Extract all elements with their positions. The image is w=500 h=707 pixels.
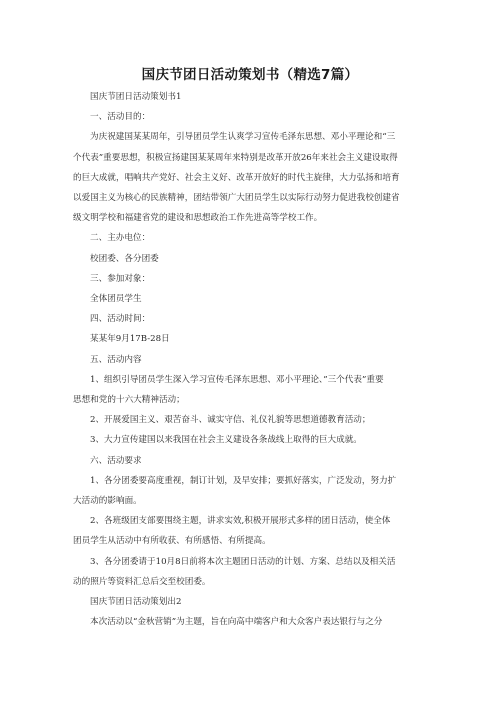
requirement-item-2-line-2: 团员学生从活动中有所收获、有所感悟、有所提高。 (73, 536, 271, 547)
paragraph-purpose-line-3: 的巨大成就，唱响共产党好、社会主义好、改革开放好的时代主旋律，大力弘扬和培育 (73, 172, 400, 183)
section-heading-purpose: 一、活动目的： (90, 112, 151, 123)
content-item-1-line-1: 1、组织引导团员学生深入学习宣传毛泽东思想、邓小平理论、”三个代表”重要 (90, 374, 384, 385)
time-value: 某某年9月17B-28日 (90, 334, 170, 345)
organizer-value: 校团委、各分团委 (90, 253, 159, 264)
requirement-item-2-line-1: 2、各班级团支部要围绕主题，讲求实效,积极开展形式多样的团日活动，使全体 (90, 516, 391, 527)
section-heading-time: 四、活动时间： (90, 314, 151, 325)
document-title: 国庆节团日活动策划书（精选7篇） (141, 67, 359, 83)
requirement-item-1-line-1: 1、各分团委要高度重视，制订计划，及早安排；要抓好落实，广泛发动，努力扩 (90, 475, 397, 486)
paragraph-plan-2-line-1: 本次活动以“金秋营销”为主题，旨在向高中端客户和大众客户表达银行与之分 (90, 617, 383, 628)
section-heading-participants: 三、参加对象： (90, 273, 151, 284)
paragraph-purpose-line-2: 个代表”重要思想，积极宣扬建国某某周年来特别是改革开放26年来社会主义建设取得 (73, 152, 398, 163)
content-item-2: 2、开展爱国主义、艰苦奋斗、诚实守信、礼仪礼貌等思想道德教育活动； (90, 415, 371, 426)
requirement-item-1-line-2: 大活动的影响面。 (73, 496, 142, 507)
paragraph-purpose-line-1: 为庆祝建国某某周年，引导团员学生认爽学习宣传毛泽东思想、邓小平理论和“三 (90, 132, 396, 143)
participants-value: 全体团员学生 (90, 294, 142, 305)
requirement-item-3-line-2: 动的照片等资料汇总后交至校团委。 (73, 576, 211, 587)
content-item-3: 3、大力宣传建国以来我国在社会主义建设各条战线上取得的巨大成就。 (90, 435, 362, 446)
section-heading-plan-2: 国庆节团日活动策划出2 (90, 597, 182, 608)
paragraph-purpose-line-4: 以爱国主义为核心的民族精神，团结带领广大团员学生以实际行动努力促进我校创建省 (73, 193, 400, 204)
section-heading-requirements: 六、活动要求 (90, 455, 142, 466)
section-heading-content: 五、活动内容 (90, 354, 142, 365)
section-heading-organizer: 二、主办电位： (90, 233, 151, 244)
paragraph-purpose-line-5: 级文明学校和福建省党的建设和思想政治工作先进高等学校工作。 (73, 213, 323, 224)
document-body (73, 87, 431, 632)
requirement-item-3-line-1: 3、各分团委请于10月8日前将本次主题团日活动的计划、方案、总结以及相关活 (90, 556, 396, 567)
content-item-1-line-2: 思想和党的十六大精神活动； (73, 395, 185, 406)
section-heading-plan-1: 国庆节团日活动策划书1 (90, 92, 182, 102)
